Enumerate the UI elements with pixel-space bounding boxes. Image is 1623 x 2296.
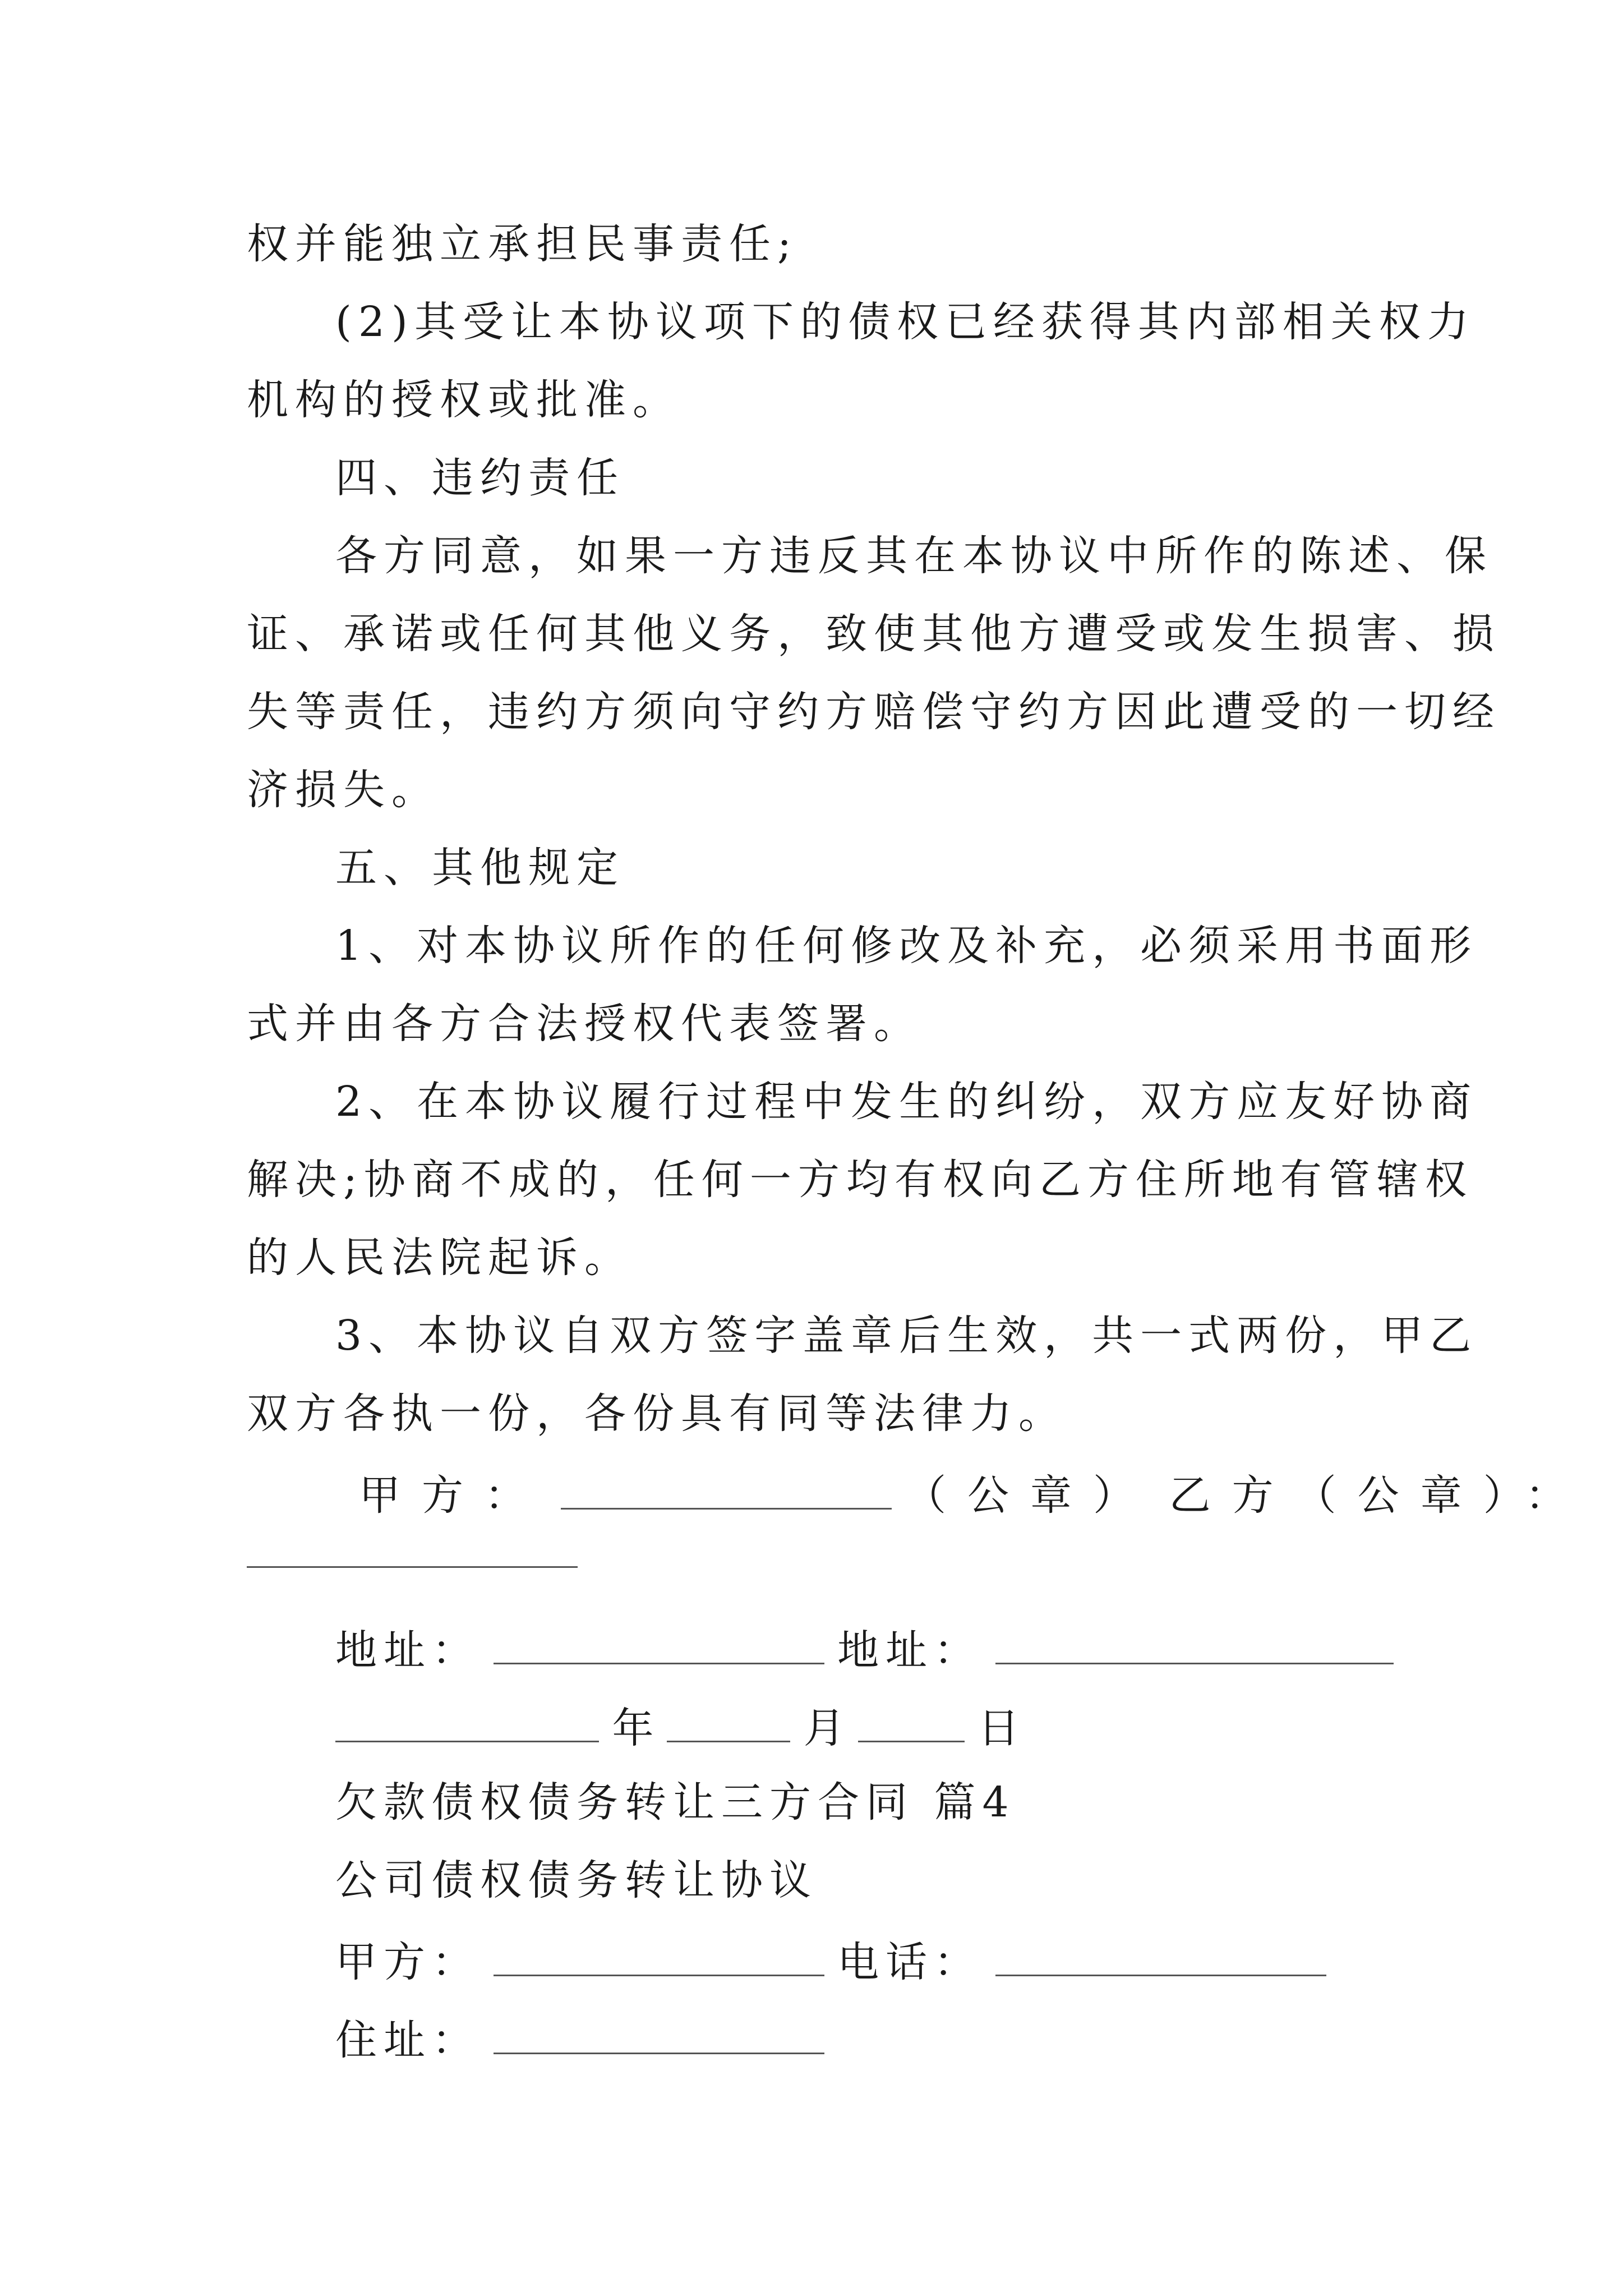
paragraph-line: 2、在本协议履行过程中发生的纠纷，双方应友好协商 <box>335 1078 1478 1126</box>
residence-label: 住址： <box>335 2016 480 2064</box>
party-b-label: 乙方（公章）： <box>1169 1471 1588 1520</box>
paragraph-line: 式并由各方合法授权代表签署。 <box>247 1000 922 1048</box>
blank-field <box>494 1938 824 1976</box>
signature-line <box>359 1471 1588 1520</box>
paragraph-line: 双方各执一份，各份具有同等法律力。 <box>247 1389 1067 1438</box>
paragraph-line: 解决;协商不成的，任何一方均有权向乙方住所地有管辖权 <box>247 1156 1473 1204</box>
address-a-label: 地址： <box>335 1626 480 1674</box>
day-label: 日 <box>978 1704 1020 1752</box>
address-b-label: 地址： <box>837 1626 983 1674</box>
blank-field <box>858 1704 965 1742</box>
date-line <box>335 1704 1020 1752</box>
paragraph-line: 机构的授权或批准。 <box>247 376 681 424</box>
year-label: 年 <box>612 1704 654 1752</box>
blank-field <box>494 2016 824 2054</box>
blank-field <box>995 1626 1394 1664</box>
section-title: 欠款债权债务转让三方合同 篇4 <box>335 1778 1016 1826</box>
blank-field <box>995 1938 1326 1976</box>
seal-a-label: （公章） <box>905 1471 1156 1520</box>
blank-field <box>335 1704 599 1742</box>
blank-field <box>494 1626 824 1664</box>
blank-field <box>247 1565 578 1568</box>
paragraph-line: 1、对本协议所作的任何修改及补充，必须采用书面形 <box>335 922 1478 970</box>
section-subtitle: 公司债权债务转让协议 <box>335 1856 818 1904</box>
paragraph-line: (2)其受让本协议项下的债权已经获得其内部相关权力 <box>335 298 1476 346</box>
paragraph-line: 的人民法院起诉。 <box>247 1234 633 1282</box>
address-line <box>335 1626 1394 1674</box>
paragraph-line: 3、本协议自双方签字盖章后生效，共一式两份，甲乙 <box>335 1312 1478 1360</box>
blank-field <box>667 1704 790 1742</box>
residence-line <box>335 2016 824 2064</box>
paragraph-line: 证、承诺或任何其他义务，致使其他方遭受或发生损害、损 <box>247 610 1501 658</box>
section-heading: 五、其他规定 <box>335 844 625 892</box>
paragraph-line: 权并能独立承担民事责任; <box>247 220 798 268</box>
party-a-label: 甲方： <box>335 1938 480 1986</box>
section-heading: 四、违约责任 <box>335 454 625 502</box>
party-a-label: 甲方： <box>359 1471 547 1520</box>
paragraph-line: 失等责任，违约方须向守约方赔偿守约方因此遭受的一切经 <box>247 688 1501 736</box>
month-label: 月 <box>803 1704 845 1752</box>
party-phone-line <box>335 1938 1326 1986</box>
paragraph-line: 济损失。 <box>247 766 440 814</box>
phone-label: 电话： <box>837 1938 983 1986</box>
blank-field <box>561 1471 892 1510</box>
paragraph-line: 各方同意，如果一方违反其在本协议中所作的陈述、保 <box>335 532 1493 580</box>
